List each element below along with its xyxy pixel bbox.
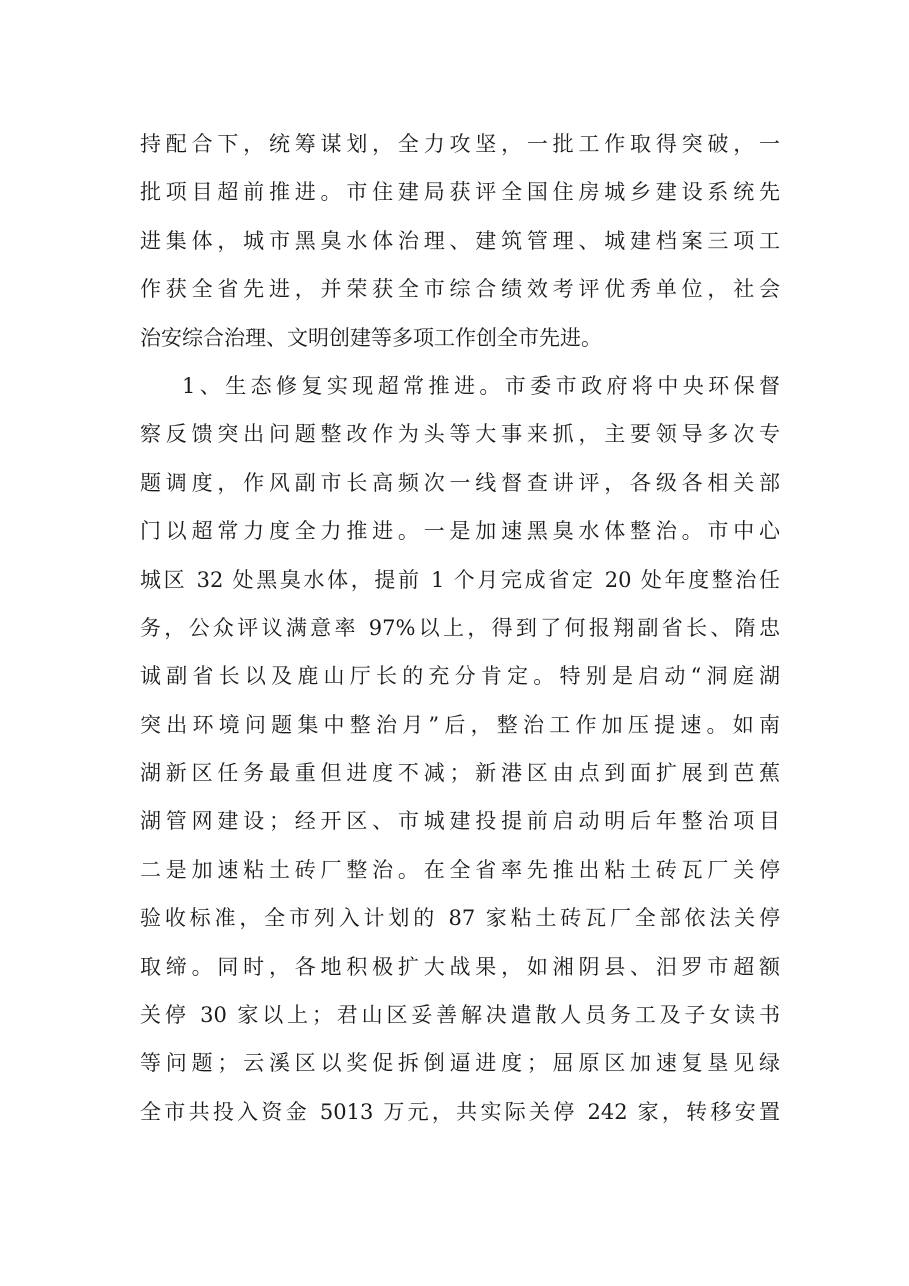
text-line: 务，公众评议满意率 97%以上，得到了何报翔副省长、隋忠 (140, 615, 780, 640)
text-line: 关停 30 家以上；君山区妥善解决遣散人员务工及子女读书 (140, 1003, 780, 1028)
text-line: 突出环境问题集中整治月”后，整治工作加压提速。如南 (140, 712, 780, 737)
text-line: 诚副省长以及鹿山厅长的充分肯定。特别是启动“洞庭湖 (140, 664, 780, 689)
text-line: 题调度，作风副市长高频次一线督查讲评，各级各相关部 (140, 470, 780, 495)
text-line: 全市共投入资金 5013 万元，共实际关停 242 家，转移安置 (140, 1099, 780, 1124)
document-body (140, 120, 780, 1136)
text-line: 持配合下，统筹谋划，全力攻坚，一批工作取得突破，一 (140, 132, 780, 156)
text-line: 察反馈突出问题整改作为头等大事来抓，主要领导多次专 (140, 422, 780, 447)
text-line: 城区 32 处黑臭水体，提前 1 个月完成省定 20 处年度整治任 (140, 567, 780, 592)
text-line: 验收标准，全市列入计划的 87 家粘土砖瓦厂全部依法关停 (140, 906, 780, 931)
text-line-section-heading: 1、生态修复实现超常推进。市委市政府将中央环保督 (182, 373, 780, 398)
text-line: 治安综合治理、文明创建等多项工作创全市先进。 (140, 325, 602, 350)
text-line: 取缔。同时，各地积极扩大战果，如湘阴县、汨罗市超额 (140, 954, 780, 979)
text-line: 等问题；云溪区以奖促拆倒逼进度；屈原区加速复垦见绿 (140, 1051, 780, 1076)
text-line: 二是加速粘土砖厂整治。在全省率先推出粘土砖瓦厂关停 (140, 857, 780, 882)
text-line: 作获全省先进，并荣获全市综合绩效考评优秀单位，社会 (140, 277, 780, 302)
text-line: 湖管网建设；经开区、市城建投提前启动明后年整治项目 (140, 809, 780, 834)
text-line: 批项目超前推进。市住建局获评全国住房城乡建设系统先 (140, 180, 780, 205)
text-line: 门以超常力度全力推进。一是加速黑臭水体整治。市中心 (140, 519, 780, 544)
text-line: 湖新区任务最重但进度不减；新港区由点到面扩展到芭蕉 (140, 761, 780, 786)
text-line: 进集体，城市黑臭水体治理、建筑管理、城建档案三项工 (140, 228, 780, 253)
